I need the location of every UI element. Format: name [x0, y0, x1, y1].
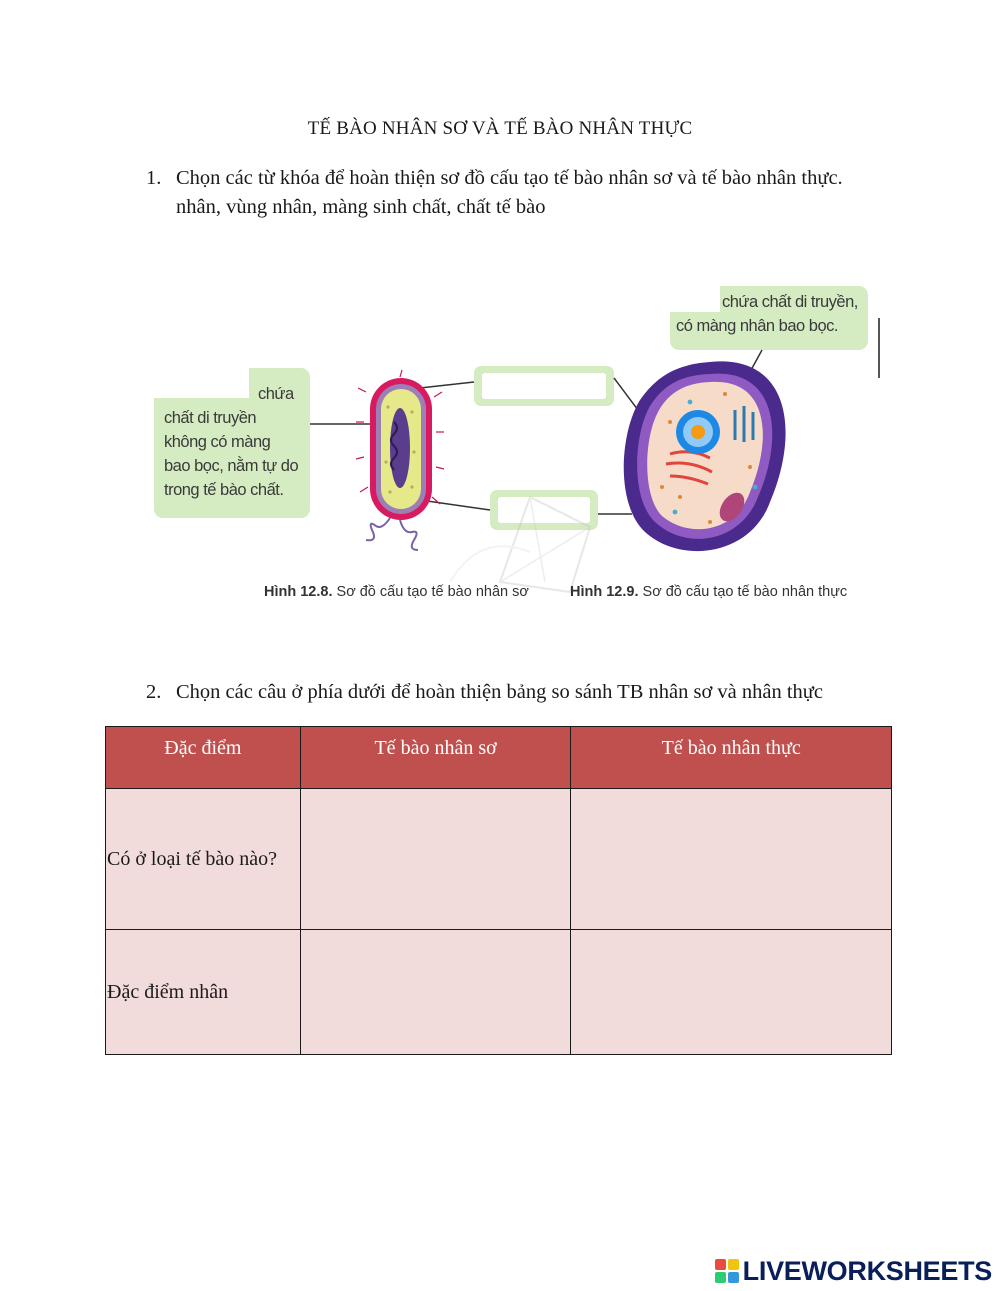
liveworksheets-logo — [715, 1253, 992, 1289]
question-2-number: 2. — [146, 681, 162, 703]
callout-line: có màng nhân bao bọc. — [676, 317, 838, 335]
watermark-icon — [450, 497, 590, 592]
logo-mark-icon — [715, 1259, 739, 1283]
callout-line: không có màng — [164, 433, 271, 451]
question-1-number: 1. — [146, 167, 162, 189]
question-1-text: Chọn các từ khóa để hoàn thiện sơ đồ cấu tạo tế bào nhân sơ và tế bào nhân thực. — [176, 167, 843, 189]
prokaryotic-cell-icon — [356, 370, 444, 550]
figure-caption-prokaryote: Hình 12.8. Sơ đồ cấu tạo tế bào nhân sơ — [264, 584, 529, 600]
table-header: Tế bào nhân sơ — [300, 727, 571, 789]
page-title: TẾ BÀO NHÂN SƠ VÀ TẾ BÀO NHÂN THỰC — [307, 118, 693, 139]
answer-cell-eukaryote-type[interactable] — [571, 789, 892, 930]
table-row — [106, 930, 892, 1055]
question-2-text: Chọn các câu ở phía dưới để hoàn thiện bảng so sánh TB nhân sơ và nhân thực — [176, 681, 824, 703]
comparison-table — [105, 726, 892, 1055]
row-label: Có ở loại tế bào nào? — [107, 848, 277, 870]
cell-diagram-figure — [150, 282, 885, 612]
table-header-row — [106, 727, 892, 789]
callout-line: chứa chất di truyền, — [722, 293, 858, 311]
question-1-keywords: nhân, vùng nhân, màng sinh chất, chất tế bào — [176, 196, 546, 218]
callout-line: trong tế bào chất. — [164, 481, 284, 499]
figure-caption-eukaryote: Hình 12.9. Sơ đồ cấu tạo tế bào nhân thực — [570, 584, 848, 600]
answer-cell-prokaryote-nucleus[interactable] — [300, 930, 571, 1055]
callout-line: chất di truyền — [164, 409, 257, 427]
eukaryotic-cell-icon — [624, 361, 786, 551]
logo-text: LIVEWORKSHEETS — [742, 1255, 992, 1286]
table-header: Tế bào nhân thực — [571, 727, 892, 789]
cell-illustrations — [150, 282, 885, 612]
table-row — [106, 789, 892, 930]
row-label: Đặc điểm nhân — [107, 981, 229, 1003]
callout-line: bao bọc, nằm tự do — [164, 457, 299, 475]
answer-cell-prokaryote-type[interactable] — [300, 789, 571, 930]
answer-cell-eukaryote-nucleus[interactable] — [571, 930, 892, 1055]
table-header: Đặc điểm — [106, 727, 301, 789]
callout-line: chứa — [258, 385, 294, 403]
